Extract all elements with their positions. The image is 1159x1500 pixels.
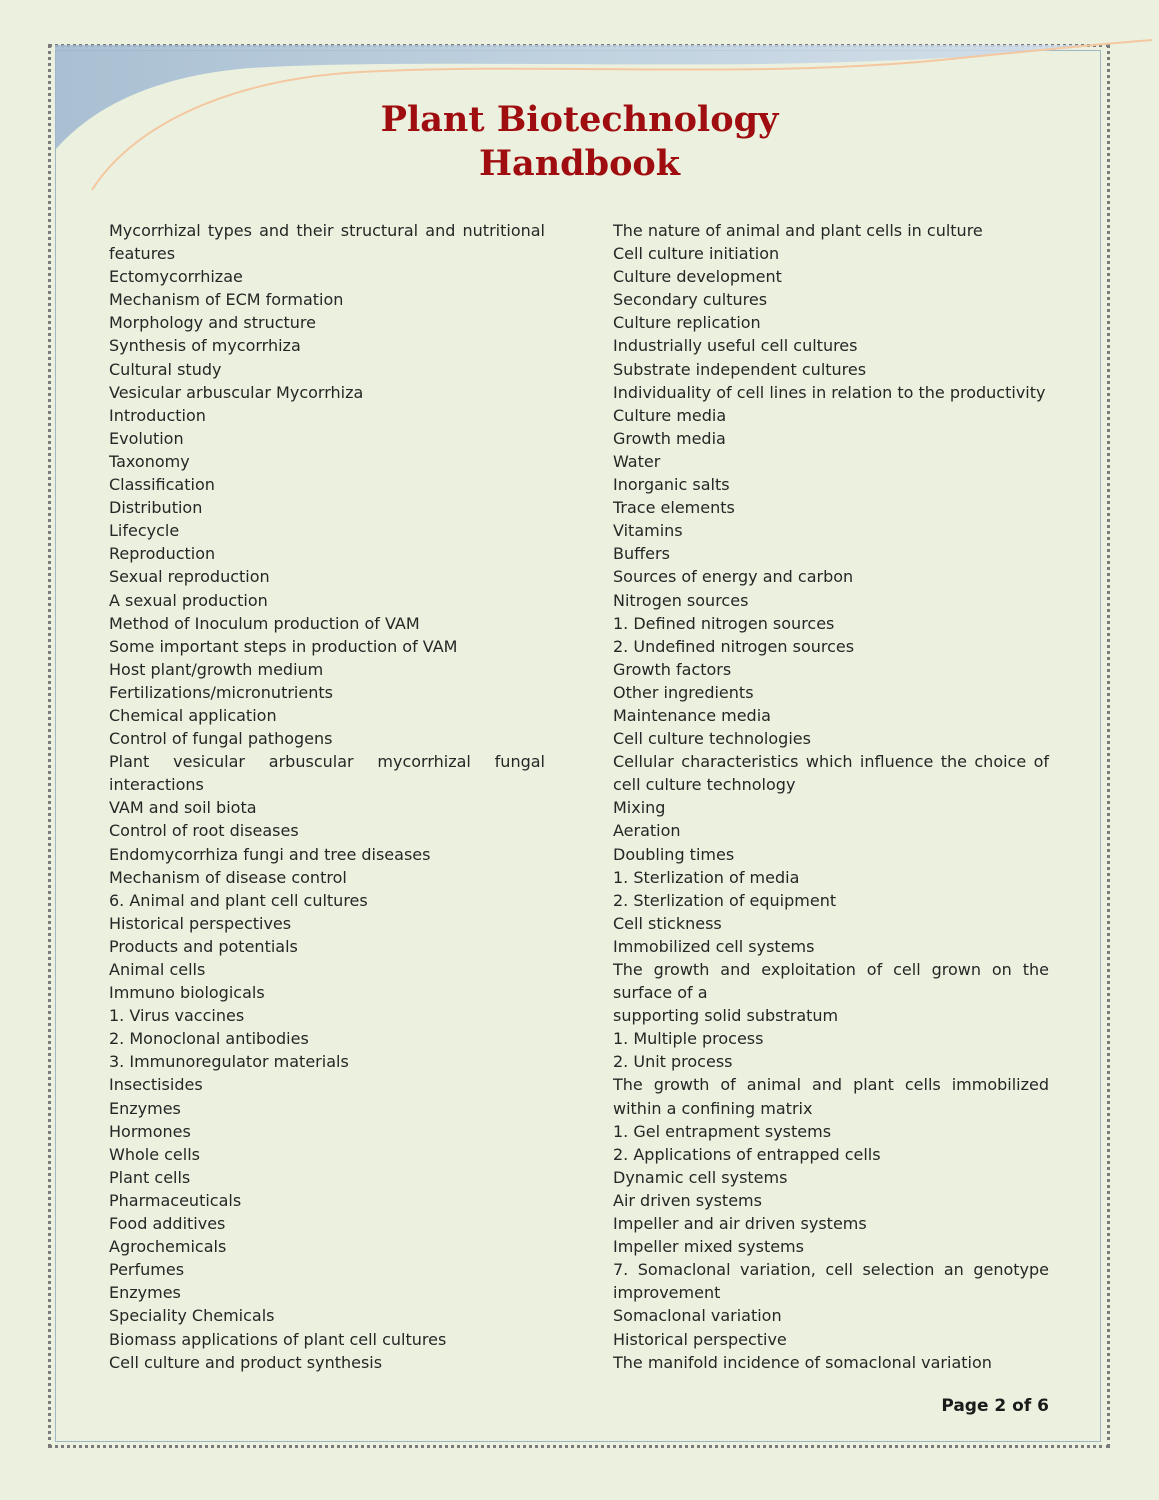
toc-entry: Control of fungal pathogens	[109, 729, 333, 749]
toc-entry: 7. Somaclonal variation, cell selection an genotype improvement	[613, 1260, 1049, 1303]
toc-entry: A sexual production	[109, 590, 268, 610]
toc-entry: Maintenance media	[613, 705, 771, 725]
toc-entry: The manifold incidence of somaclonal variation	[613, 1352, 992, 1372]
toc-entry: Air driven systems	[613, 1190, 762, 1210]
toc-entry: Immobilized cell systems	[613, 936, 815, 956]
toc-entry: Introduction	[109, 405, 206, 425]
toc-entry: Synthesis of mycorrhiza	[109, 336, 301, 356]
toc-left-column	[109, 219, 545, 1374]
toc-entry: Nitrogen sources	[613, 590, 749, 610]
toc-entry: Aeration	[613, 821, 681, 841]
toc-entry: Fertilizations/micronutrients	[109, 682, 333, 702]
toc-entry: Mechanism of disease control	[109, 867, 347, 887]
toc-entry: Cell stickness	[613, 913, 722, 933]
toc-entry: Immuno biologicals	[109, 983, 265, 1003]
toc-entry: Food additives	[109, 1214, 226, 1234]
toc-entry: Cell culture technologies	[613, 729, 811, 749]
toc-entry: Individuality of cell lines in relation to the productivity	[613, 382, 1046, 402]
toc-entry: Insectisides	[109, 1075, 203, 1095]
toc-entry: Somaclonal variation	[613, 1306, 782, 1326]
toc-entry: Cell culture initiation	[613, 244, 780, 264]
toc-entry: Morphology and structure	[109, 313, 316, 333]
toc-entry: Agrochemicals	[109, 1237, 227, 1257]
toc-entry: Impeller and air driven systems	[613, 1214, 867, 1234]
toc-entry: Some important steps in production of VAM	[109, 636, 458, 656]
toc-entry: 1. Defined nitrogen sources	[613, 613, 835, 633]
toc-entry: 2. Applications of entrapped cells	[613, 1144, 881, 1164]
toc-entry: Cellular characteristics which influence the choice of cell culture technology	[613, 752, 1049, 795]
toc-entry: Control of root diseases	[109, 821, 299, 841]
toc-entry: Sources of energy and carbon	[613, 567, 854, 587]
toc-entry: Culture media	[613, 405, 727, 425]
toc-entry: Pharmaceuticals	[109, 1190, 242, 1210]
toc-entry: Distribution	[109, 498, 203, 518]
toc-entry: Vesicular arbuscular Mycorrhiza	[109, 382, 364, 402]
toc-entry: Sexual reproduction	[109, 567, 270, 587]
toc-entry: Evolution	[109, 428, 184, 448]
toc-entry: Host plant/growth medium	[109, 659, 324, 679]
toc-entry: 2. Unit process	[613, 1052, 733, 1072]
toc-entry: Doubling times	[613, 844, 735, 864]
toc-entry: Products and potentials	[109, 936, 298, 956]
toc-entry: Mycorrhizal types and their structural and nutritional features	[109, 221, 545, 264]
toc-entry: 6. Animal and plant cell cultures	[109, 890, 368, 910]
title-line-2: Handbook	[478, 143, 681, 184]
toc-entry: Plant cells	[109, 1167, 191, 1187]
toc-entry: 3. Immunoregulator materials	[109, 1052, 349, 1072]
toc-entry: 1. Multiple process	[613, 1029, 764, 1049]
toc-entry: Vitamins	[613, 521, 683, 541]
toc-entry: Impeller mixed systems	[613, 1237, 804, 1257]
toc-entry: Whole cells	[109, 1144, 200, 1164]
toc-entry: 2. Undefined nitrogen sources	[613, 636, 855, 656]
toc-entry: Speciality Chemicals	[109, 1306, 275, 1326]
toc-entry: Inorganic salts	[613, 475, 730, 495]
toc-entry: Endomycorrhiza fungi and tree diseases	[109, 844, 431, 864]
toc-entry: Culture development	[613, 267, 782, 287]
toc-entry: 1. Sterlization of media	[613, 867, 800, 887]
toc-entry: Ectomycorrhizae	[109, 267, 243, 287]
toc-entry: Perfumes	[109, 1260, 185, 1280]
toc-entry: The nature of animal and plant cells in culture	[613, 221, 983, 240]
toc-entry: Culture replication	[613, 313, 761, 333]
toc-entry: Method of Inoculum production of VAM	[109, 613, 420, 633]
toc-entry: Enzymes	[109, 1283, 181, 1303]
toc-entry: 2. Sterlization of equipment	[613, 890, 837, 910]
toc-entry: Trace elements	[613, 498, 735, 518]
toc-entry: Lifecycle	[109, 521, 180, 541]
toc-entry: Substrate independent cultures	[613, 359, 867, 379]
toc-entry: Dynamic cell systems	[613, 1167, 788, 1187]
toc-entry: The growth of animal and plant cells immobilized within a confining matrix	[613, 1075, 1049, 1118]
toc-entry: Enzymes	[109, 1098, 181, 1118]
toc-entry: VAM and soil biota	[109, 798, 257, 818]
toc-entry: Biomass applications of plant cell cultures	[109, 1329, 447, 1349]
toc-entry: Industrially useful cell cultures	[613, 336, 858, 356]
toc-entry: Secondary cultures	[613, 290, 768, 310]
toc-entry: 2. Monoclonal antibodies	[109, 1029, 309, 1049]
toc-entry: Animal cells	[109, 960, 206, 979]
toc-entry: 1. Gel entrapment systems	[613, 1121, 832, 1141]
toc-right-column	[613, 219, 1049, 1374]
title-line-1: Plant Biotechnology	[380, 99, 779, 140]
toc-entry: Growth factors	[613, 659, 732, 679]
toc-entry: Plant vesicular arbuscular mycorrhizal fungal interactions	[109, 752, 545, 795]
toc-entry: Growth media	[613, 428, 726, 448]
toc-entry: Mixing	[613, 798, 666, 818]
toc-entry: The growth and exploitation of cell grown on the surface of a	[613, 960, 1049, 1003]
toc-entry: Classification	[109, 475, 215, 495]
toc-entry: Cultural study	[109, 359, 222, 379]
toc-entry: Chemical application	[109, 705, 277, 725]
page-number: Page 2 of 6	[941, 1396, 1049, 1416]
toc-entry: Cell culture and product synthesis	[109, 1352, 383, 1372]
toc-entry: Taxonomy	[109, 451, 190, 471]
toc-entry: Other ingredients	[613, 682, 754, 702]
toc-entry: Historical perspective	[613, 1329, 787, 1349]
toc-entry: 1. Virus vaccines	[109, 1006, 245, 1026]
toc-entry: Mechanism of ECM formation	[109, 290, 344, 310]
toc-entry: Buffers	[613, 544, 670, 564]
toc-entry: supporting solid substratum	[613, 1006, 839, 1026]
toc-entry: Reproduction	[109, 544, 216, 564]
toc-entry: Hormones	[109, 1121, 191, 1141]
toc-entry: Water	[613, 451, 661, 471]
toc-entry: Historical perspectives	[109, 913, 292, 933]
page-title	[0, 98, 1159, 186]
